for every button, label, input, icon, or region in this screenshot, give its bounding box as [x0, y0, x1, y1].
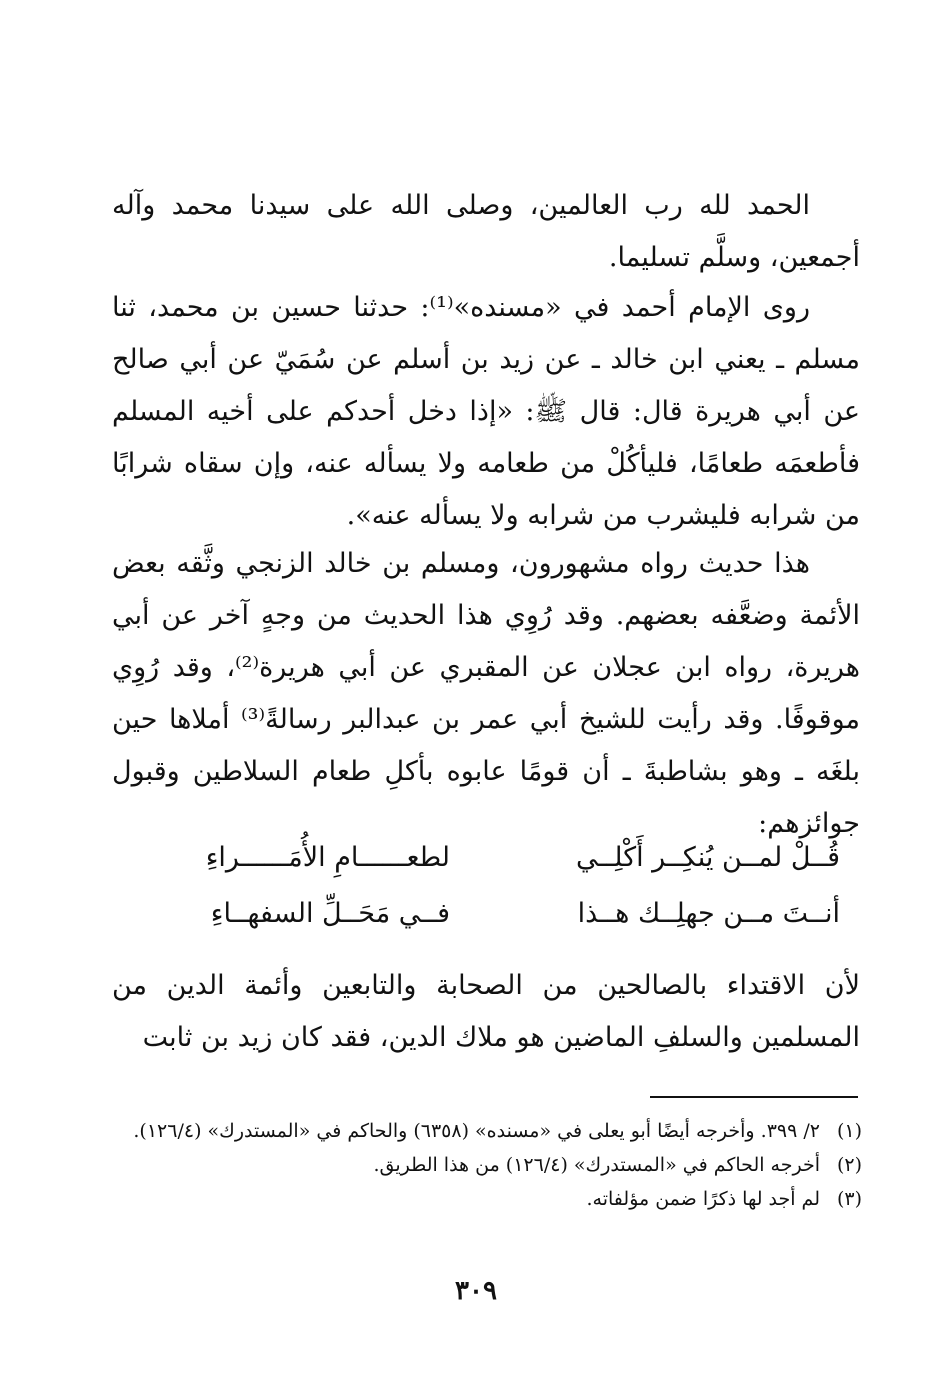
- poem-verse-2: [130, 888, 840, 944]
- hemistich-second: فــي مَحَــلِّ السفهــاءِ: [210, 898, 450, 929]
- footnote-number: (٢): [836, 1154, 862, 1176]
- paragraph-opening-praise: [112, 180, 860, 284]
- poem-verse-1: [130, 832, 840, 888]
- paragraph-hadith: [112, 282, 860, 542]
- paragraph-text: روى الإمام أحمد في «مسنده»⁽¹⁾: حدثنا حسين بن محمد، ثنا مسلم ـ يعني ابن خالد ـ عن زيد بن أسلم عن سُمَيّ عن أبي صالح عن أبي هريرة قال: قال ﷺ: «إذا دخل أحدكم على أخيه المسلم فأطعمَه طعامًا، فليأكُلْ من طعامه ولا يسأله عنه، وإن سقاه شرابًا من شرابه فليشرب من شرابه ولا يسأله عنه».: [112, 292, 860, 531]
- paragraph-text: هذا حديث رواه مشهورون، ومسلم بن خالد الزنجي وثَّقه بعض الأئمة وضعَّفه بعضهم. وقد رُوِي هذا الحديث من وجهٍ آخر عن أبي هريرة، رواه ابن عجلان عن المقبري عن أبي هريرة⁽²⁾، وقد رُوِي موقوفًا. وقد رأيت للشيخ أبي عمر بن عبدالبر رسالةً⁽³⁾ أملاها حين بلغَه ـ وهو بشاطبةَ ـ أن قومًا عابوه بأكلِ طعام السلاطين وقبول جوائزهم:: [112, 548, 860, 839]
- footnote-3: [112, 1182, 862, 1216]
- poem-verses: [130, 832, 840, 944]
- footnote-text: أخرجه الحاكم في «المستدرك» (١٢٦/٤) من هذا الطريق.: [373, 1154, 820, 1176]
- hemistich-first: قُــلْ لمــن يُنكِــر أَكْلِــي: [575, 842, 840, 873]
- footnote-text: لم أجد لها ذكرًا ضمن مؤلفاته.: [586, 1188, 820, 1210]
- footnote-2: [112, 1148, 862, 1182]
- paragraph-following-poem: [112, 960, 860, 1064]
- footnote-number: (١): [836, 1120, 862, 1142]
- paragraph-text: الحمد لله رب العالمين، وصلى الله على سيدنا محمد وآله أجمعين، وسلَّم تسليما.: [112, 190, 860, 273]
- hemistich-first: أنــتَ مــن جهلِــك هــذا: [577, 898, 840, 929]
- page-number: ٣٠٩: [455, 1276, 497, 1306]
- footnotes: [112, 1114, 862, 1216]
- paragraph-hadith-commentary: [112, 538, 860, 850]
- footnote-1: [112, 1114, 862, 1148]
- footnote-number: (٣): [836, 1188, 862, 1210]
- paragraph-text: لأن الاقتداء بالصالحين من الصحابة والتابعين وأئمة الدين من المسلمين والسلفِ الماضين هو ملاك الدين، فقد كان زيد بن ثابت: [112, 970, 860, 1053]
- hemistich-second: لطعــــــامِ الأُمَــــــراءِ: [205, 842, 450, 873]
- footnote-text: ٢/ ٣٩٩. وأخرجه أيضًا أبو يعلى في «مسنده» (٦٣٥٨) والحاكم في «المستدرك» (١٢٦/٤).: [133, 1120, 820, 1142]
- footnote-separator: [650, 1096, 858, 1098]
